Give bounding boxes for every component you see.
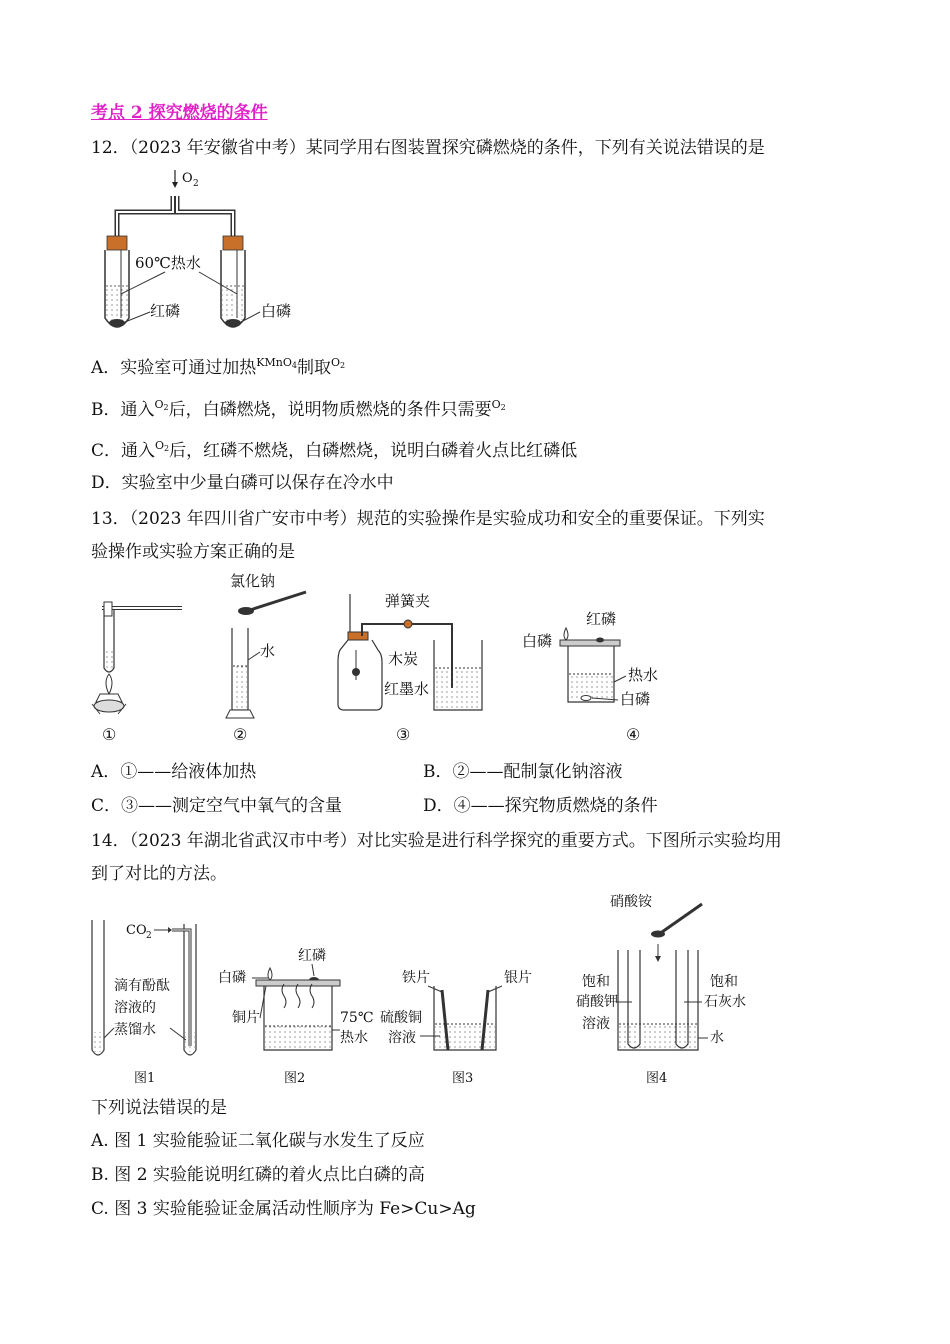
svg-text:石灰水: 石灰水 — [704, 994, 746, 1010]
svg-text:图1: 图1 — [134, 1071, 156, 1086]
q12-option-c[interactable]: C．通入$^{O2}$后，红磷不燃烧，白磷燃烧，说明白磷着火点比红磷低 — [91, 439, 578, 461]
svg-text:图2: 图2 — [284, 1071, 306, 1086]
svg-text:②: ② — [233, 725, 248, 744]
svg-text:饱和: 饱和 — [710, 974, 738, 990]
section-heading: 考点 2 探究燃烧的条件 — [91, 103, 268, 123]
svg-text:木炭: 木炭 — [388, 650, 419, 668]
svg-text:图4: 图4 — [646, 1071, 668, 1086]
q14-prompt: 下列说法错误的是 — [91, 1098, 227, 1118]
q12-option-b[interactable]: B．通入$^{O2}$后，白磷燃烧，说明物质燃烧的条件只需要$^{O2}$ — [91, 398, 506, 420]
q13-option-b[interactable]: B．②——配制氯化钠溶液 — [423, 762, 623, 782]
svg-text:水: 水 — [260, 642, 276, 660]
svg-text:2: 2 — [193, 179, 199, 189]
svg-text:溶液: 溶液 — [388, 1030, 416, 1046]
svg-text:弹簧夹: 弹簧夹 — [385, 592, 431, 610]
q14-option-b[interactable]: B. 图 2 实验能说明红磷的着火点比白磷的高 — [91, 1165, 425, 1185]
q13-option-a[interactable]: A．①——给液体加热 — [91, 762, 257, 782]
svg-text:硝酸钾: 硝酸钾 — [576, 994, 618, 1010]
q13-fig4 — [522, 610, 658, 744]
q12-figure — [95, 168, 315, 338]
q12-option-a[interactable]: A．实验室可通过加热$^{KMnO4}$制取$^{O2}$ — [91, 356, 346, 378]
stopper-left — [107, 236, 127, 250]
q12-white-p-label: 白磷 — [261, 302, 292, 320]
q13-figure — [90, 570, 670, 748]
svg-text:硫酸铜: 硫酸铜 — [380, 1010, 422, 1026]
q13-stem-line2: 验操作或实验方案正确的是 — [91, 542, 295, 562]
svg-text:红磷: 红磷 — [586, 610, 617, 628]
svg-text:热水: 热水 — [628, 666, 659, 684]
q14-option-a[interactable]: A. 图 1 实验能验证二氧化碳与水发生了反应 — [91, 1131, 425, 1151]
svg-text:热水: 热水 — [340, 1030, 368, 1046]
q14-fig1 — [92, 920, 196, 1086]
q13-stem-line1: 13．（2023 年四川省广安市中考）规范的实验操作是实验成功和安全的重要保证。下列实 — [91, 509, 765, 529]
svg-text:2: 2 — [146, 931, 152, 941]
svg-text:滴有酚酞: 滴有酚酞 — [114, 978, 170, 994]
q14-fig3 — [380, 969, 532, 1086]
q12-stem: 12．（2023 年安徽省中考）某同学用右图装置探究磷燃烧的条件，下列有关说法错误的是 — [91, 138, 765, 158]
svg-text:溶液: 溶液 — [582, 1016, 610, 1032]
svg-text:水: 水 — [710, 1030, 724, 1046]
svg-text:75℃: 75℃ — [340, 1010, 374, 1026]
svg-text:白磷: 白磷 — [218, 970, 246, 986]
svg-text:氯化钠: 氯化钠 — [230, 572, 276, 590]
q14-fig4 — [576, 893, 746, 1086]
q13-fig1 — [92, 602, 182, 744]
svg-text:图3: 图3 — [452, 1071, 474, 1086]
svg-text:红墨水: 红墨水 — [384, 680, 430, 698]
q14-stem-line1: 14．（2023 年湖北省武汉市中考）对比实验是进行科学探究的重要方式。下图所示实验均用 — [91, 831, 782, 851]
svg-text:①: ① — [102, 725, 117, 744]
svg-text:饱和: 饱和 — [582, 974, 610, 990]
q13-fig3 — [338, 592, 482, 744]
q14-figure — [88, 890, 768, 1090]
svg-text:溶液的: 溶液的 — [114, 1000, 156, 1016]
svg-text:CO: CO — [126, 923, 147, 938]
stopper-right — [223, 236, 243, 250]
svg-text:④: ④ — [626, 725, 641, 744]
q12-o2-label: O — [182, 171, 193, 186]
svg-text:硝酸铵: 硝酸铵 — [610, 894, 652, 910]
svg-text:银片: 银片 — [504, 970, 532, 986]
svg-text:铁片: 铁片 — [402, 970, 430, 986]
q13-fig2 — [226, 572, 306, 744]
q14-stem-line2: 到了对比的方法。 — [91, 864, 227, 884]
q12-water-label: 60℃热水 — [135, 254, 201, 272]
q14-fig2 — [218, 947, 373, 1086]
q14-option-c[interactable]: C. 图 3 实验能验证金属活动性顺序为 Fe>Cu>Ag — [91, 1199, 476, 1219]
svg-text:红磷: 红磷 — [298, 948, 326, 964]
svg-text:白磷: 白磷 — [620, 690, 651, 708]
svg-text:蒸馏水: 蒸馏水 — [114, 1022, 156, 1038]
svg-text:铜片: 铜片 — [232, 1010, 260, 1026]
q13-option-d[interactable]: D．④——探究物质燃烧的条件 — [423, 796, 658, 816]
svg-text:③: ③ — [396, 725, 411, 744]
q12-option-d[interactable]: D．实验室中少量白磷可以保存在冷水中 — [91, 473, 394, 493]
q13-option-c[interactable]: C．③——测定空气中氧气的含量 — [91, 796, 343, 816]
svg-text:白磷: 白磷 — [522, 632, 553, 650]
q12-red-p-label: 红磷 — [150, 302, 181, 320]
